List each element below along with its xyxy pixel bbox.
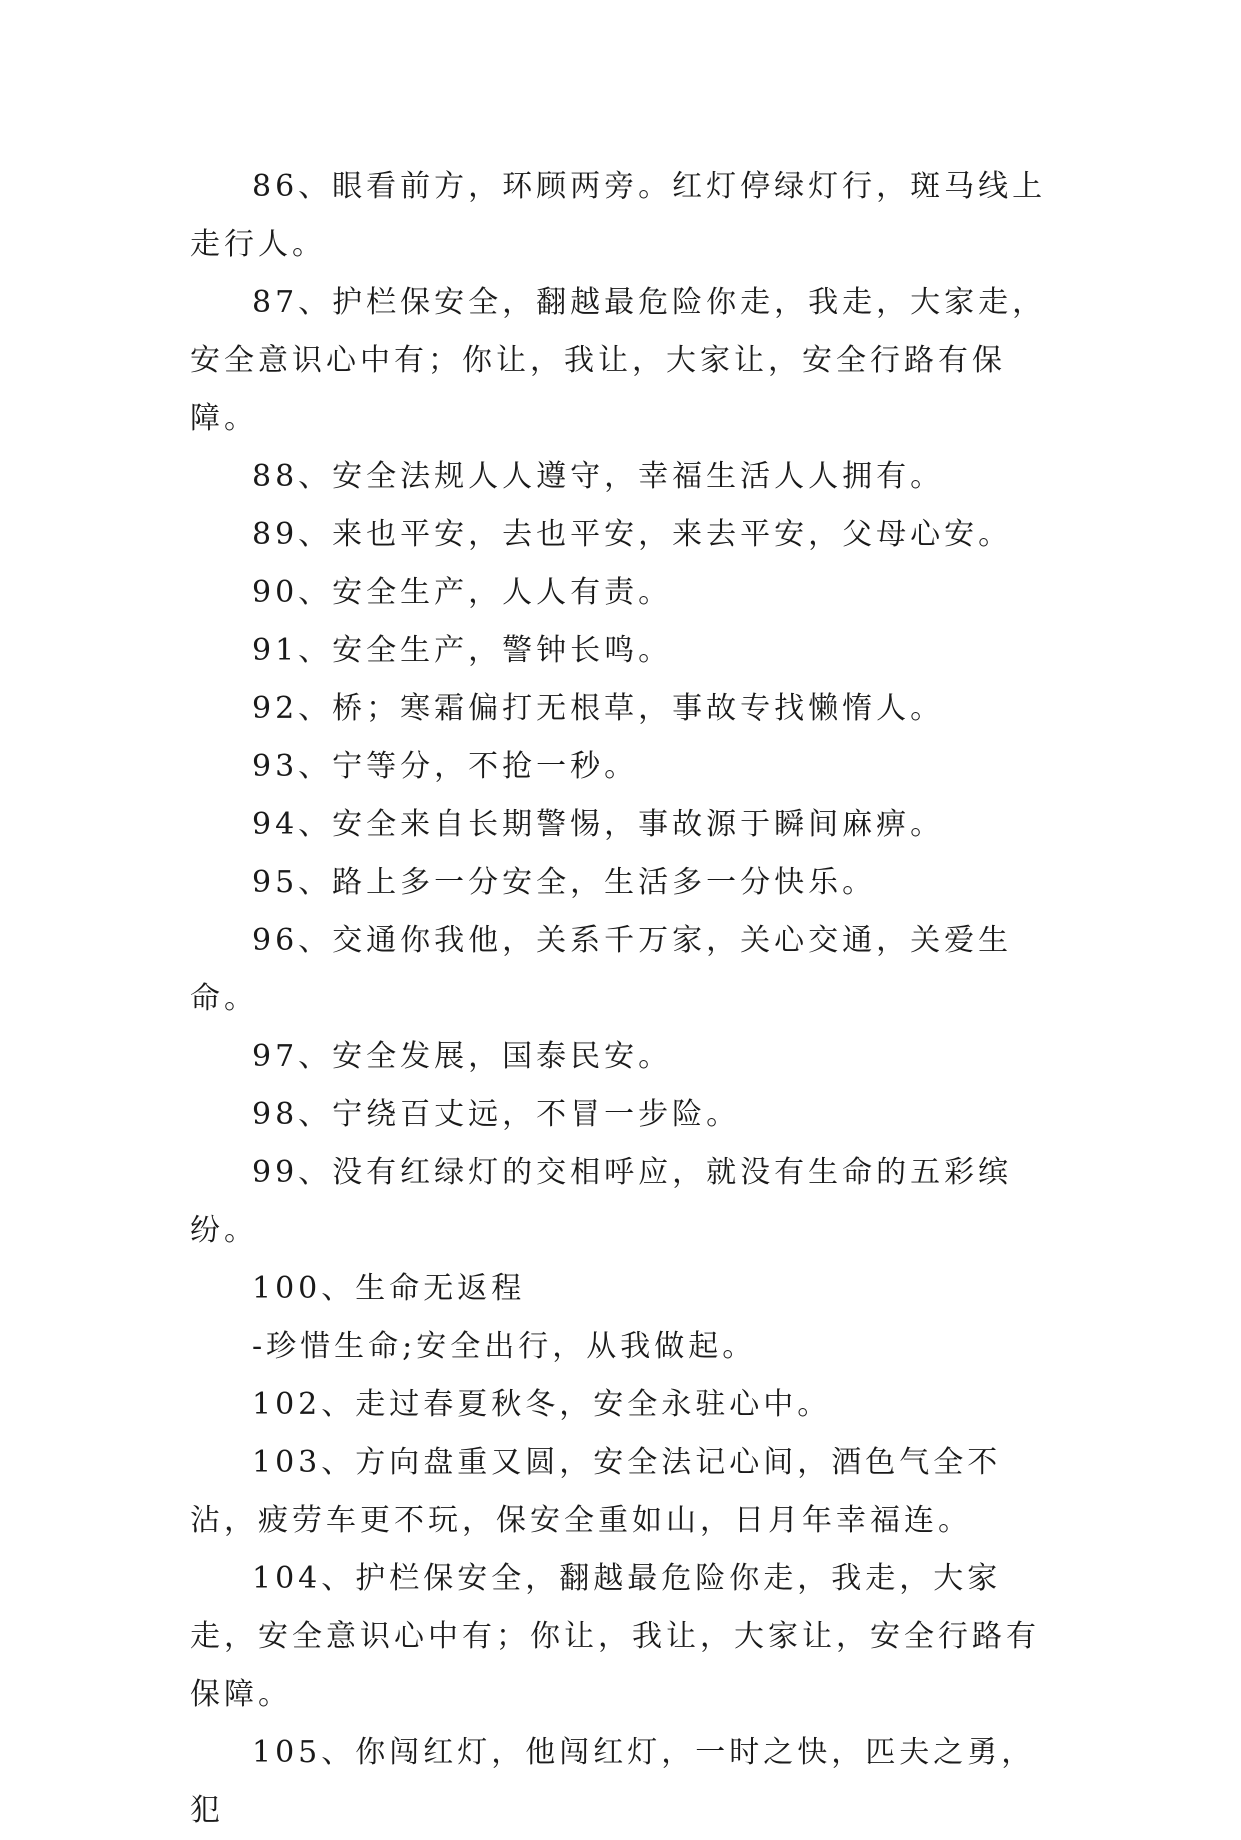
- paragraph-90: 90、安全生产，人人有责。: [252, 575, 673, 610]
- paragraph-99: 99、没有红绿灯的交相呼应，就没有生命的五彩缤纷。: [190, 1155, 1013, 1248]
- paragraph-96: 96、交通你我他，关系千万家，关心交通，关爱生命。: [190, 923, 1013, 1016]
- paragraph-86: 86、眼看前方，环顾两旁。红灯停绿灯行，斑马线上走行人。: [190, 169, 1047, 262]
- paragraph-92: 92、桥；寒霜偏打无根草，事故专找懒惰人。: [252, 691, 945, 726]
- paragraph-95: 95、路上多一分安全，生活多一分快乐。: [252, 865, 877, 900]
- paragraph-101: -珍惜生命;安全出行，从我做起。: [252, 1329, 757, 1364]
- paragraph-87: 87、护栏保安全，翻越最危险你走，我走，大家走，安全意识心中有；你让，我让，大家让，安全行路有保障。: [190, 285, 1047, 436]
- paragraph-102: 102、走过春夏秋冬，安全永驻心中。: [252, 1387, 832, 1422]
- paragraph-104: 104、护栏保安全，翻越最危险你走，我走，大家走，安全意识心中有；你让，我让，大家让，安全行路有保障。: [190, 1561, 1040, 1712]
- paragraph-93: 93、宁等分，不抢一秒。: [252, 749, 639, 784]
- paragraph-94: 94、安全来自长期警惕，事故源于瞬间麻痹。: [252, 807, 945, 842]
- paragraph-103: 103、方向盘重又圆，安全法记心间，酒色气全不沾，疲劳车更不玩，保安全重如山，日月年幸福连。: [190, 1445, 1002, 1538]
- paragraph-98: 98、宁绕百丈远，不冒一步险。: [252, 1097, 741, 1132]
- paragraph-97: 97、安全发展，国泰民安。: [252, 1039, 673, 1074]
- paragraph-89: 89、来也平安，去也平安，来去平安，父母心安。: [252, 517, 1013, 552]
- paragraph-91: 91、安全生产，警钟长鸣。: [252, 633, 673, 668]
- paragraph-100: 100、生命无返程: [252, 1271, 526, 1306]
- document-body: [190, 158, 1060, 1840]
- paragraph-88: 88、安全法规人人遵守，幸福生活人人拥有。: [252, 459, 945, 494]
- paragraph-105: 105、你闯红灯，他闯红灯，一时之快，匹夫之勇，犯: [190, 1735, 1036, 1828]
